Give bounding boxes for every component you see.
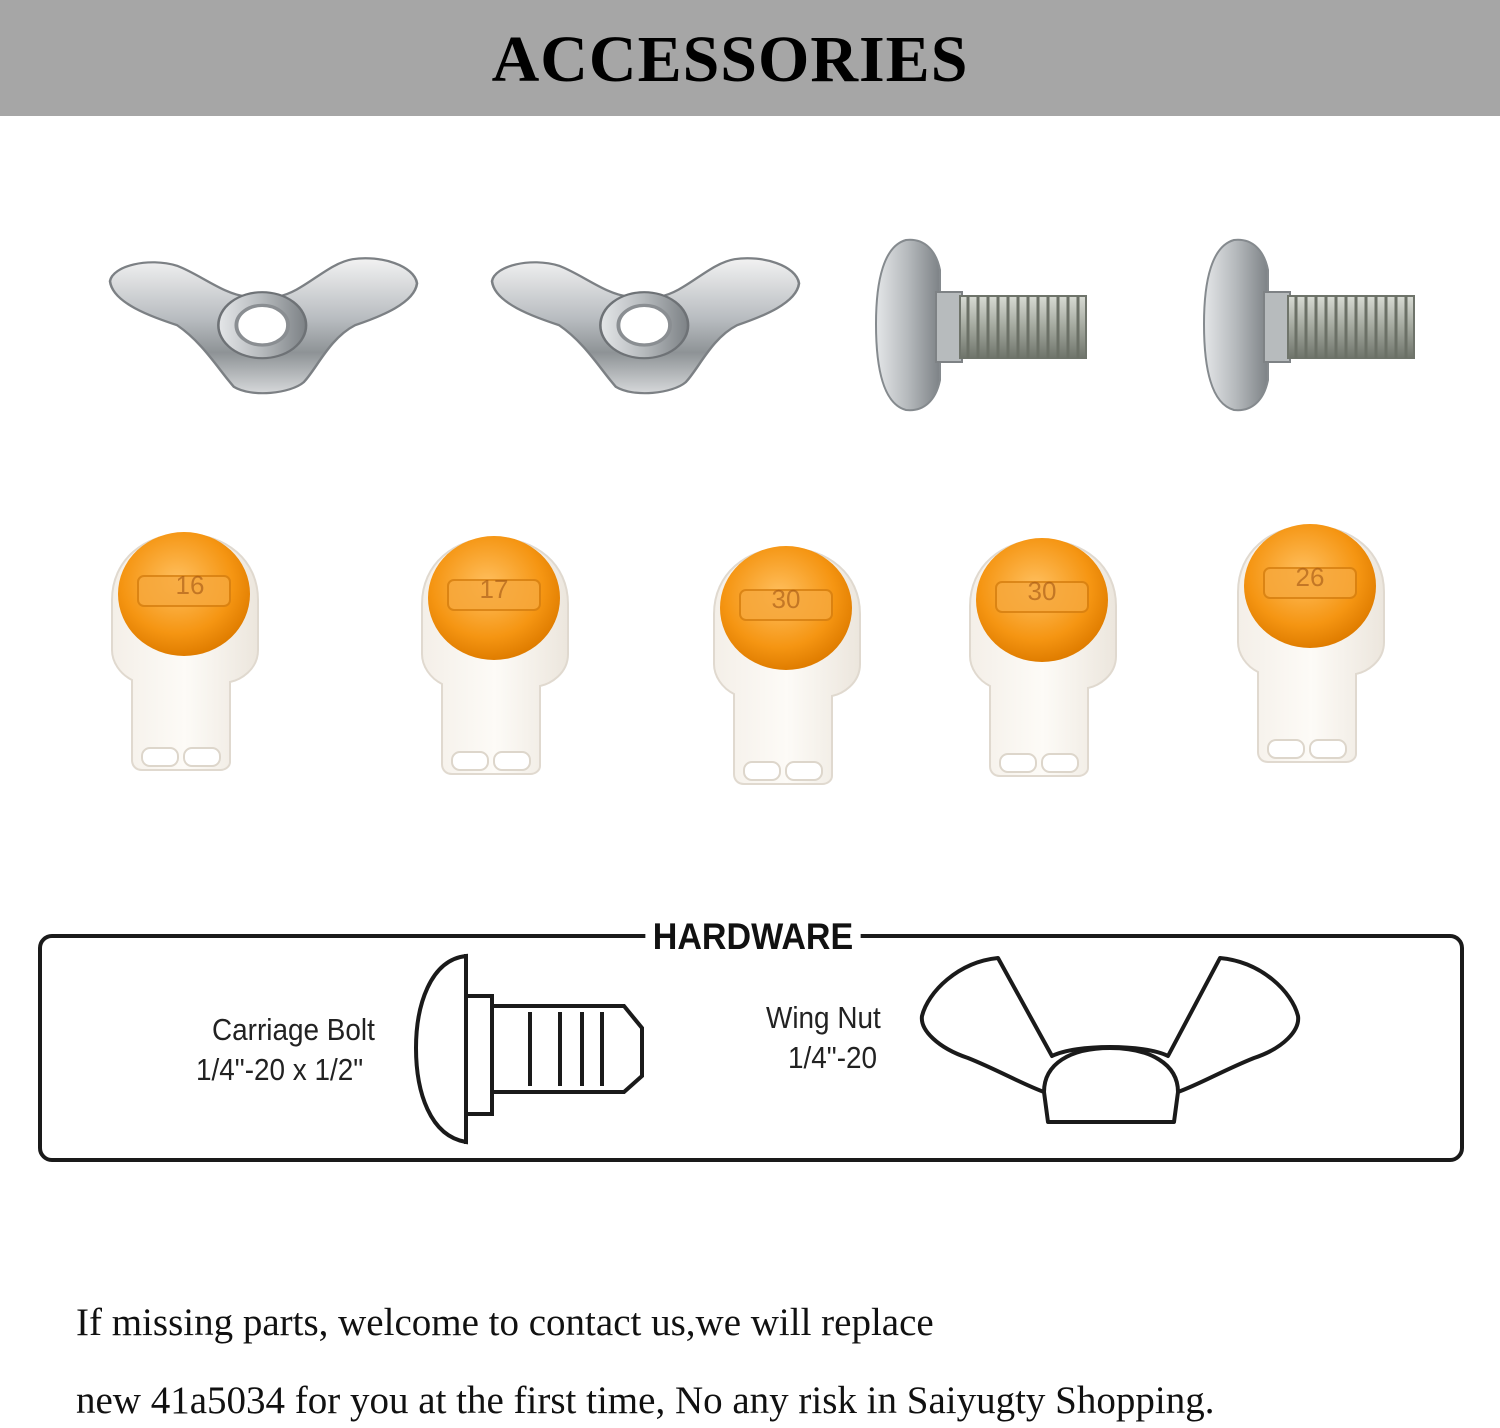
carriage-bolt-photo-1 [876, 240, 1086, 410]
hardware-title: HARDWARE [645, 912, 860, 962]
footer-line-2: new 41a5034 for you at the first time, No any risk in Saiyugty Shopping. [76, 1379, 1215, 1422]
connector-number-3: 30 [771, 584, 801, 614]
wing-nut-photo-2 [492, 258, 799, 393]
connector-number-4: 30 [1027, 576, 1057, 606]
connector-number-1: 16 [175, 570, 205, 600]
carriage-bolt-name: Carriage Bolt [212, 1012, 375, 1047]
carriage-bolt-photo-2 [1204, 240, 1414, 410]
connector-number-2: 17 [479, 574, 509, 604]
connector-number-5: 26 [1295, 562, 1325, 592]
wire-connector-photo-2 [422, 536, 568, 774]
wing-nut-photo-1 [110, 258, 417, 393]
carriage-bolt-size: 1/4"-20 x 1/2" [196, 1052, 364, 1087]
wing-nut-size: 1/4"-20 [788, 1040, 878, 1075]
page-title: ACCESSORIES [491, 23, 969, 96]
parts-photo [0, 116, 1500, 896]
wing-nut-name: Wing Nut [766, 1000, 881, 1035]
wing-nut-drawing [918, 952, 1302, 1128]
wire-connector-photo-5 [1238, 524, 1384, 762]
header-banner [0, 0, 1500, 116]
carriage-bolt-drawing [410, 950, 650, 1154]
wire-connector-photo-3 [714, 546, 860, 784]
wire-connector-photo-4 [970, 538, 1116, 776]
footer-line-1: If missing parts, welcome to contact us,we will replace [76, 1301, 934, 1344]
wire-connector-photo-1 [112, 532, 258, 770]
